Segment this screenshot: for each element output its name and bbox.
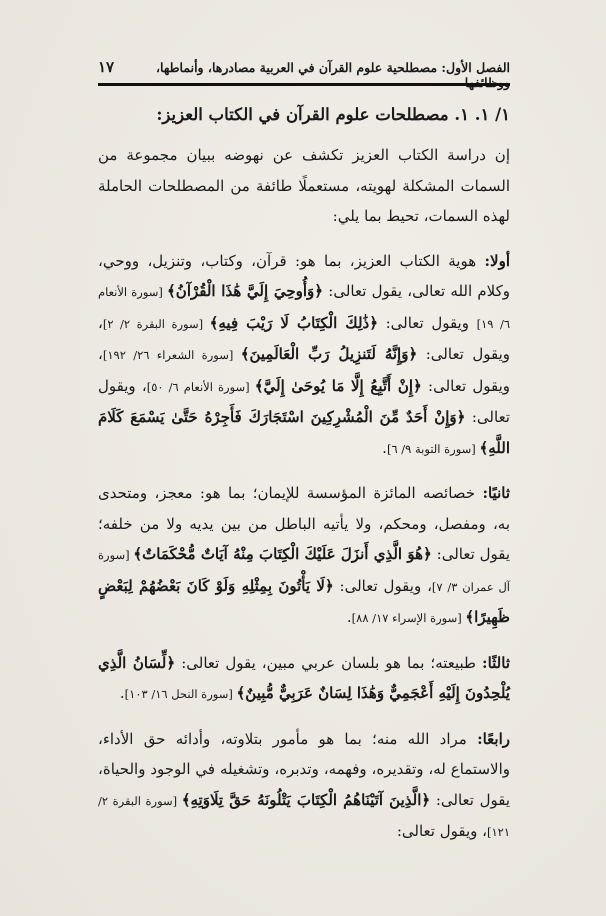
- verse-reference: [سورة الأنعام ٦/ ٥٠]: [146, 379, 255, 394]
- paragraph-end: .: [346, 608, 352, 626]
- paragraph-text: ، ويقول تعالى:: [98, 345, 511, 395]
- verse-reference: [سورة النحل ١٦/ ١٠٣]: [124, 687, 237, 701]
- paragraph-text: طبيعته؛ بما هو بلسان عربي مبين، يقول تعالى:: [175, 653, 483, 672]
- quran-verse: ﴿وَإِنَّهُ لَتَنزِيلُ رَبِّ الْعَالَمِينَ﴾: [240, 345, 418, 363]
- verse-reference: [سورة البقرة ٢/ ١٢١]: [98, 793, 510, 839]
- paragraph-text: مراد الله منه؛ بما هو مأمور بتلاوته، وأدائه حق الأداء، والاستماع له، وتقديره، وفهمه، وتدبره، وتشغيله في الوجود والحياة، يقول تعالى:: [98, 729, 510, 809]
- paragraph-text: ، ويقول تعالى:: [333, 576, 432, 595]
- paragraph-second: [98, 478, 510, 634]
- paragraph-first: [98, 246, 510, 465]
- verse-reference: [سورة البقرة ٢/ ٢]: [102, 316, 210, 331]
- paragraph-text: ، ويقول تعالى:: [98, 313, 510, 363]
- quran-verse: ﴿وَأُوحِيَ إِلَيَّ هَٰذَا الْقُرْآنُ﴾: [167, 282, 324, 300]
- paragraph-fourth: [98, 724, 510, 848]
- paragraph-text: هوية الكتاب العزيز، بما هو: قرآن، وكتاب، وتنزيل، ووحي، وكلام الله تعالى، يقول تعالى:: [98, 251, 510, 300]
- paragraph-text: ، ويقول تعالى:: [396, 822, 487, 840]
- paragraph-third: [98, 648, 510, 710]
- quran-verse: ﴿ذَٰلِكَ الْكِتَابُ لَا رَيْبَ فِيهِ﴾: [209, 313, 378, 332]
- quran-verse: ﴿لِّسَانُ الَّذِي يُلْحِدُونَ إِلَيْهِ أَعْجَمِيٌّ وَهَٰذَا لِسَانٌ عَرَبِيٌّ مُّبِينٌ﴾: [98, 653, 510, 702]
- verse-reference: [سورة آل عمران ٣/ ٧]: [98, 548, 511, 594]
- paragraph-text: ويقول تعالى:: [378, 313, 477, 332]
- paragraph-lead: رابعًا:: [477, 729, 510, 748]
- paragraph-end: .: [382, 438, 387, 457]
- verse-reference: [سورة التوبة ٩/ ٦]: [386, 441, 480, 456]
- quran-verse: ﴿هُوَ الَّذِي أَنزَلَ عَلَيْكَ الْكِتَابَ مِنْهُ آيَاتٌ مُّحْكَمَاتٌ﴾: [133, 545, 432, 563]
- quran-verse: ﴿إِنْ أَتَّبِعُ إِلَّا مَا يُوحَىٰ إِلَيَّ﴾: [254, 376, 422, 395]
- intro-paragraph: إن دراسة الكتاب العزيز تكشف عن نهوضه ببيان مجموعة من السمات المشكلة لهويته، مستعملًا طائفة من المصطلحات الحاملة لهذه السمات، تحيط بما يلي:: [98, 146, 510, 225]
- header-rule: [98, 83, 510, 86]
- paragraph-lead: أولا:: [484, 251, 510, 270]
- paragraph-lead: ثانيًا:: [482, 484, 510, 502]
- section-title: ١/ ١. ١. مصطلحات علوم القرآن في الكتاب العزيز:: [156, 105, 510, 124]
- page-number: ١٧: [98, 58, 115, 76]
- quran-verse: ﴿الَّذِينَ آتَيْنَاهُمُ الْكِتَابَ يَتْلُونَهُ حَقَّ تِلَاوَتِهِ﴾: [181, 790, 431, 809]
- paragraph-text: ، ويقول تعالى:: [98, 376, 510, 426]
- verse-reference: [سورة الشعراء ٢٦/ ١٩٢]: [102, 348, 241, 362]
- paragraph-text: خصائصه المائزة المؤسسة للإيمان؛ بما هو: معجز، ومتحدى به، ومفصل، ومحكم، ولا يأتيه الباطل من بين يديه ولا من خلفه؛ يقول تعالى:: [98, 484, 510, 563]
- quran-verse: ﴿وَإِنْ أَحَدٌ مِّنَ الْمُشْرِكِينَ اسْتَجَارَكَ فَأَجِرْهُ حَتَّىٰ يَسْمَعَ كَلَامَ اللَّهِ﴾: [98, 408, 510, 457]
- verse-reference: [سورة الأنعام ٦/ ١٩]: [98, 285, 511, 331]
- quran-verse: ﴿لَا يَأْتُونَ بِمِثْلِهِ وَلَوْ كَانَ بَعْضُهُمْ لِبَعْضٍ ظَهِيرًا﴾: [98, 576, 510, 626]
- paragraph-lead: ثالثًا:: [482, 653, 510, 672]
- paragraph-end: .: [119, 684, 125, 702]
- page-body: [98, 100, 510, 862]
- chapter-title: الفصل الأول: مصطلحية علوم القرآن في العربية مصادرها، وأنماطها، ووظائفها: [156, 60, 510, 90]
- verse-reference: [سورة الإسراء ١٧/ ٨٨]: [351, 611, 466, 625]
